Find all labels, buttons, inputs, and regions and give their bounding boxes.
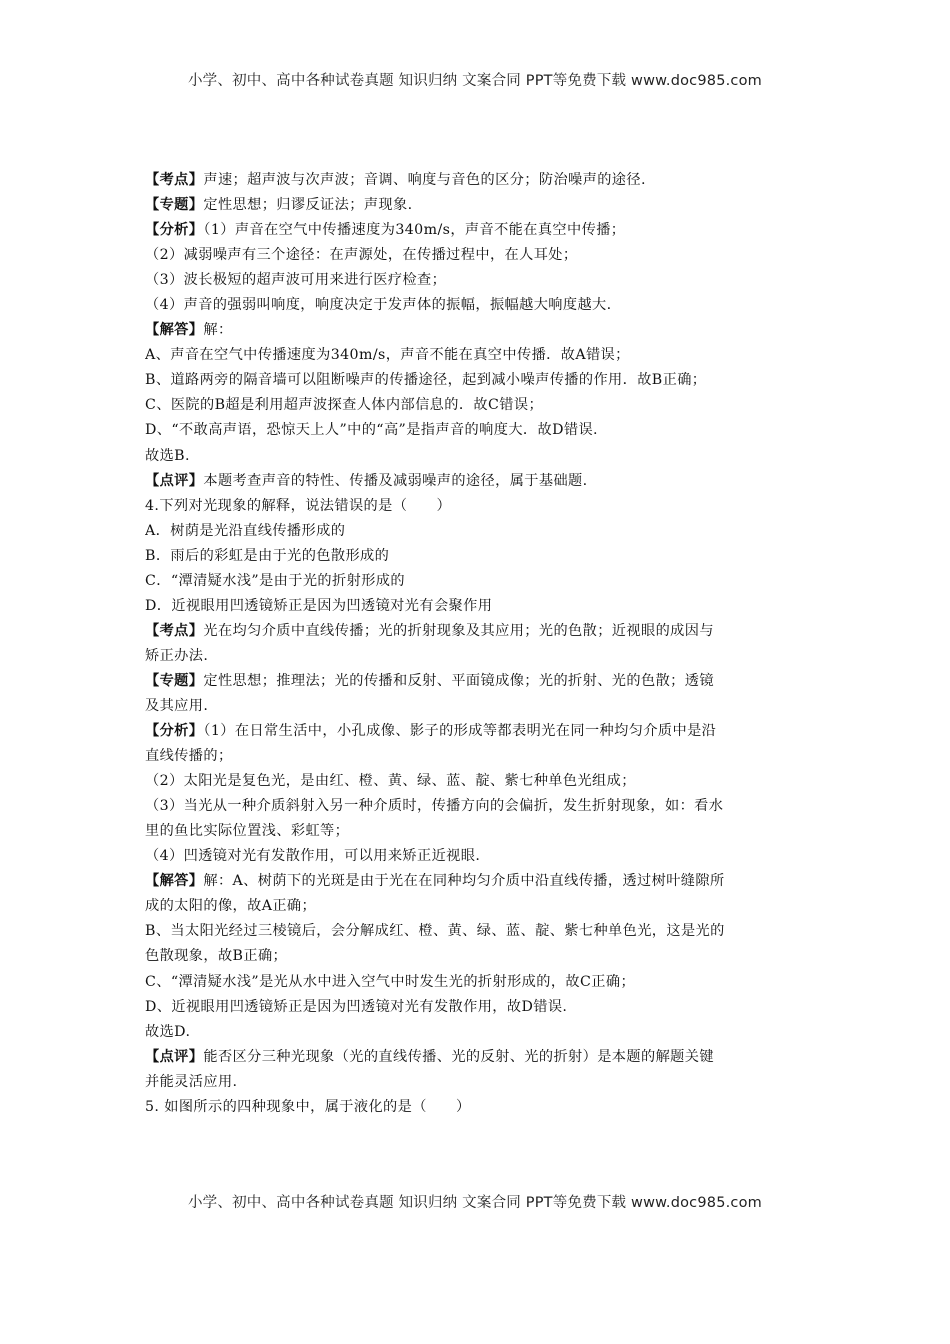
text-line bbox=[145, 944, 813, 969]
text-line bbox=[145, 894, 813, 919]
text-line bbox=[145, 218, 813, 243]
text-line bbox=[145, 619, 813, 644]
text-line bbox=[145, 594, 813, 619]
text-line bbox=[145, 469, 813, 494]
text-line bbox=[145, 343, 813, 368]
line-text: D、近视眼用凹透镜矫正是因为凹透镜对光有发散作用，故D错误. bbox=[145, 998, 568, 1015]
text-line bbox=[145, 393, 813, 418]
line-text: 直线传播的； bbox=[145, 748, 233, 765]
section-tag: 【解答】 bbox=[145, 873, 204, 890]
text-line bbox=[145, 719, 813, 744]
page-footer: 小学、初中、高中各种试卷真题 知识归纳 文案合同 PPT等免费下载 www.doc985.com bbox=[187, 1195, 763, 1211]
line-text: C．“潭清疑水浅”是由于光的折射形成的 bbox=[145, 572, 405, 589]
text-line bbox=[145, 869, 813, 894]
line-text: （2）减弱噪声有三个途径：在声源处，在传播过程中，在人耳处； bbox=[145, 247, 578, 264]
text-line bbox=[145, 569, 813, 594]
text-line bbox=[145, 794, 813, 819]
text-line bbox=[145, 444, 813, 469]
section-tag: 【点评】 bbox=[145, 1048, 204, 1065]
line-text: A、声音在空气中传播速度为340m/s，声音不能在真空中传播．故A错误； bbox=[145, 347, 630, 364]
line-text: A．树荫是光沿直线传播形成的 bbox=[145, 522, 346, 539]
line-text: 5. 如图所示的四种现象中，属于液化的是（ ） bbox=[145, 1098, 471, 1115]
section-tag: 【分析】 bbox=[145, 723, 204, 740]
line-text: B、道路两旁的隔音墙可以阻断噪声的传播途径，起到减小噪声传播的作用．故B正确； bbox=[145, 372, 707, 389]
text-line bbox=[145, 318, 813, 343]
text-line bbox=[145, 995, 813, 1020]
section-tag: 【考点】 bbox=[145, 622, 204, 639]
line-text: （3）当光从一种介质斜射入另一种介质时，传播方向的会偏折，发生折射现象，如：看水 bbox=[145, 798, 724, 815]
section-tag: 【分析】 bbox=[145, 222, 204, 239]
text-line bbox=[145, 744, 813, 769]
line-text: 矫正办法. bbox=[145, 647, 209, 664]
section-tag: 【专题】 bbox=[145, 197, 204, 214]
text-line bbox=[145, 769, 813, 794]
line-text: （1）在日常生活中，小孔成像、影子的形成等都表明光在同一种均匀介质中是沿 bbox=[203, 723, 717, 740]
line-text: （1）声音在空气中传播速度为340m/s，声音不能在真空中传播； bbox=[203, 222, 626, 239]
document-body bbox=[145, 168, 813, 1120]
text-line bbox=[145, 1070, 813, 1095]
line-text: 并能灵活应用. bbox=[145, 1073, 238, 1090]
line-text: 能否区分三种光现象（光的直线传播、光的反射、光的折射）是本题的解题关键 bbox=[203, 1048, 714, 1065]
line-text: B．雨后的彩虹是由于光的色散形成的 bbox=[145, 547, 390, 564]
line-text: 成的太阳的像，故A正确； bbox=[145, 898, 317, 915]
line-text: 解：A、树荫下的光斑是由于光在在同种均匀介质中沿直线传播，透过树叶缝隙所 bbox=[203, 873, 725, 890]
line-text: C、医院的B超是利用超声波探查人体内部信息的．故C错误； bbox=[145, 397, 544, 414]
text-line bbox=[145, 669, 813, 694]
line-text: （2）太阳光是复色光，是由红、橙、黄、绿、蓝、靛、紫七种单色光组成； bbox=[145, 773, 636, 790]
line-text: C、“潭清疑水浅”是光从水中进入空气中时发生光的折射形成的，故C正确； bbox=[145, 973, 636, 990]
line-text: 里的鱼比实际位置浅、彩虹等； bbox=[145, 823, 350, 840]
line-text: D．近视眼用凹透镜矫正是因为凹透镜对光有会聚作用 bbox=[145, 597, 493, 614]
text-line bbox=[145, 168, 813, 193]
text-line bbox=[145, 1020, 813, 1045]
text-line bbox=[145, 293, 813, 318]
line-text: B、当太阳光经过三棱镜后，会分解成红、橙、黄、绿、蓝、靛、紫七种单色光，这是光的 bbox=[145, 923, 725, 940]
text-line bbox=[145, 494, 813, 519]
text-line bbox=[145, 368, 813, 393]
line-text: 色散现象，故B正确； bbox=[145, 948, 288, 965]
text-line bbox=[145, 243, 813, 268]
line-text: 定性思想；推理法；光的传播和反射、平面镜成像；光的折射、光的色散；透镜 bbox=[203, 672, 714, 689]
line-text: 故选D. bbox=[145, 1023, 191, 1040]
text-line bbox=[145, 418, 813, 443]
text-line bbox=[145, 268, 813, 293]
line-text: 4.下列对光现象的解释，说法错误的是（ ） bbox=[145, 497, 452, 514]
text-line bbox=[145, 544, 813, 569]
line-text: 光在均匀介质中直线传播；光的折射现象及其应用；光的色散；近视眼的成因与 bbox=[203, 622, 714, 639]
text-line bbox=[145, 1045, 813, 1070]
text-line bbox=[145, 1095, 813, 1120]
text-line bbox=[145, 193, 813, 218]
text-line bbox=[145, 844, 813, 869]
text-line bbox=[145, 519, 813, 544]
line-text: （4）声音的强弱叫响度，响度决定于发声体的振幅，振幅越大响度越大. bbox=[145, 297, 612, 314]
text-line bbox=[145, 694, 813, 719]
section-tag: 【点评】 bbox=[145, 472, 204, 489]
line-text: （4）凹透镜对光有发散作用，可以用来矫正近视眼. bbox=[145, 848, 481, 865]
line-text: 声速；超声波与次声波；音调、响度与音色的区分；防治噪声的途径. bbox=[203, 172, 646, 188]
section-tag: 【考点】 bbox=[145, 172, 204, 188]
page-header: 小学、初中、高中各种试卷真题 知识归纳 文案合同 PPT等免费下载 www.doc985.com bbox=[187, 73, 763, 89]
line-text: 定性思想；归谬反证法；声现象. bbox=[203, 197, 413, 214]
text-line bbox=[145, 819, 813, 844]
section-tag: 【解答】 bbox=[145, 322, 204, 339]
text-line bbox=[145, 644, 813, 669]
line-text: 故选B. bbox=[145, 447, 190, 464]
line-text: D、“不敢高声语，恐惊天上人”中的“高”是指声音的响度大．故D错误. bbox=[145, 422, 598, 439]
line-text: 解： bbox=[203, 322, 233, 339]
line-text: 及其应用. bbox=[145, 697, 209, 714]
line-text: （3）波长极短的超声波可用来进行医疗检查； bbox=[145, 272, 447, 289]
line-text: 本题考查声音的特性、传播及减弱噪声的途径，属于基础题. bbox=[203, 472, 588, 489]
text-line bbox=[145, 919, 813, 944]
text-line bbox=[145, 970, 813, 995]
section-tag: 【专题】 bbox=[145, 672, 204, 689]
